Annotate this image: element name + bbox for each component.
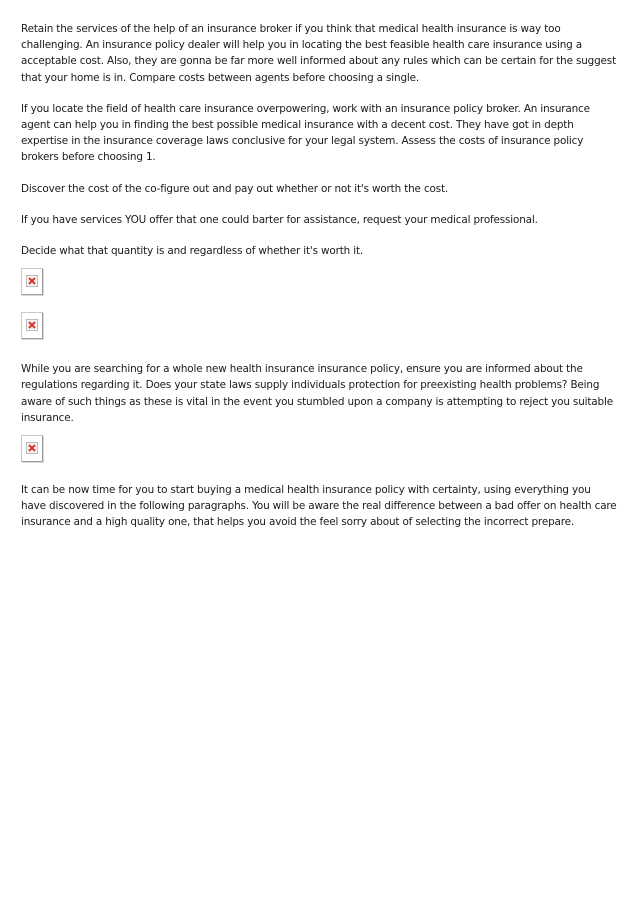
paragraph-6: While you are searching for a whole new health insurance insurance policy, ensure you are informed about the regulations regarding it. Does your state laws supply individuals protection for preexisting health problems? Being aware of such things as these is vital in the event you stumbled upon a company is attempting to reject you suitable insurance.	[21, 363, 613, 424]
paragraph-5: Decide what that quantity is and regardless of whether it's worth it.	[21, 245, 364, 258]
broken-image-2	[21, 312, 43, 339]
paragraph-3: Discover the cost of the co-figure out and pay out whether or not it's worth the cost.	[21, 182, 449, 195]
broken-image-1	[21, 268, 43, 295]
broken-image-3	[21, 435, 43, 462]
paragraph-4: If you have services YOU offer that one could barter for assistance, request your medical professional.	[21, 213, 538, 226]
paragraph-1: Retain the services of the help of an insurance broker if you think that medical health insurance is way too challenging. An insurance policy dealer will help you in locating the best feasible health care insurance using a acceptable cost. Also, they are gonna be far more well informed about any rules which can be certain for the suggest that your home is in. Compare costs between agents before choosing a single.	[21, 23, 616, 84]
paragraph-2: If you locate the field of health care insurance overpowering, work with an insurance policy broker. An insurance agent can help you in finding the best possible medical insurance with a decent cost. They have got in depth expertise in the insurance coverage laws conclusive for your legal system. Assess the costs of insurance policy brokers before choosing 1.	[21, 102, 590, 164]
paragraph-7: It can be now time for you to start buying a medical health insurance policy with certainty, using everything you have discovered in the following paragraphs. You will be aware the real difference between a bad offer on health care insurance and a high quality one, that helps you avoid the feel sorry about of selecting the incorrect prepare.	[21, 484, 617, 529]
document-page	[21, 21, 617, 546]
